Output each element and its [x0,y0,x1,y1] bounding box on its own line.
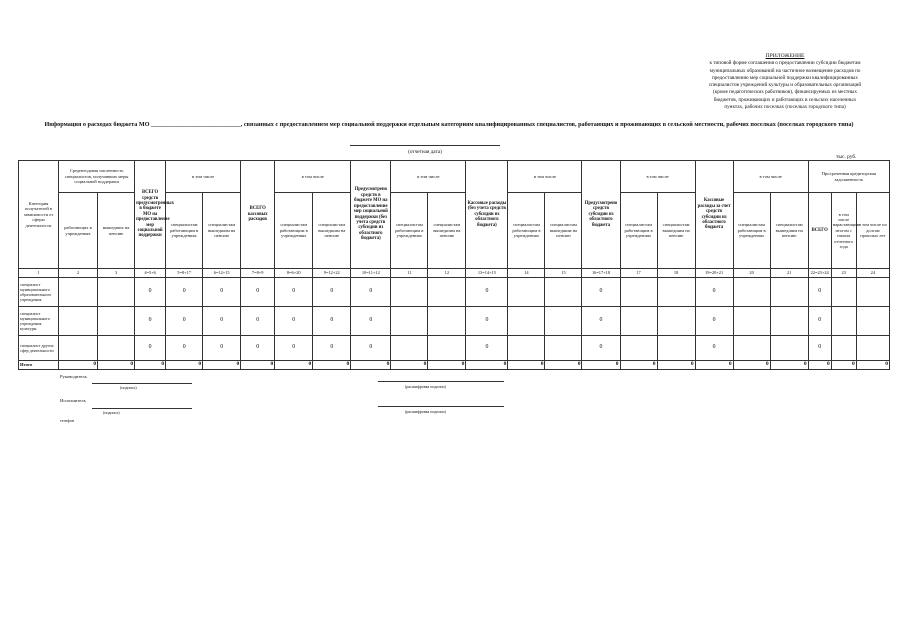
appendix-line: к типовой форме соглашения о предоставлении субсидии бюджетам [709,60,861,67]
table-cell[interactable] [770,278,808,307]
table-cell[interactable]: 0 [351,278,391,307]
table-cell[interactable] [733,278,770,307]
table-cell[interactable]: 0 [582,307,620,336]
header-spec-retired: специалистам вышедшим на пенсию [428,193,466,269]
table-cell[interactable]: 0 [166,336,203,361]
table-cell[interactable]: 0 [695,336,733,361]
column-number: 7=8+9 [241,269,275,278]
header-in-number: в том числе [733,161,808,193]
column-number: 2 [59,269,98,278]
column-number: 6=12+15 [203,269,241,278]
table-cell[interactable] [545,307,582,336]
table-cell[interactable] [831,336,856,361]
table-cell[interactable]: 0 [275,278,313,307]
table-cell[interactable] [59,307,98,336]
table-cell[interactable]: 0 [808,307,831,336]
table-cell[interactable]: 0 [203,336,241,361]
head-decoding-line[interactable] [378,381,504,382]
table-cell[interactable]: 0 [582,336,620,361]
table-cell[interactable]: 0 [166,307,203,336]
header-spec-retired: специалистам вышедшим на пенсию [203,193,241,269]
total-cell: 0 [657,361,695,370]
table-cell[interactable]: 0 [695,307,733,336]
table-cell[interactable] [428,336,466,361]
table-cell[interactable] [733,336,770,361]
total-cell: 0 [351,361,391,370]
table-cell[interactable]: 0 [241,307,275,336]
total-cell: 0 [733,361,770,370]
column-number: 10=11+12 [351,269,391,278]
appendix-line: муниципальных образований на частичное возмещение расходов по [709,67,861,74]
appendix-line: пунктах, рабочих поселках (поселках городского типа) [724,104,846,111]
total-cell: 0 [508,361,545,370]
table-cell[interactable] [620,336,657,361]
head-signature-line[interactable] [92,383,192,384]
period-line [350,145,500,146]
header-category: Категория получателей в зависимости от сферы деятельности [19,161,59,269]
table-cell[interactable]: 0 [203,278,241,307]
table-cell[interactable] [831,307,856,336]
total-cell: 0 [695,361,733,370]
header-spec-retired: специалистам вышедшим на пенсию [313,193,351,269]
table-cell[interactable] [98,307,135,336]
head-decoding-caption: (расшифровка подписи) [405,384,446,389]
table-cell[interactable] [98,336,135,361]
head-label: Руководитель [60,374,87,379]
column-number: 21 [770,269,808,278]
table-cell[interactable]: 0 [466,336,508,361]
table-cell[interactable] [856,278,889,307]
total-cell: 0 [391,361,428,370]
table-row [19,307,890,336]
header-payable: Просроченная кредиторская задолженность [808,161,889,193]
table-cell[interactable]: 0 [808,278,831,307]
table-cell[interactable] [733,307,770,336]
table-cell[interactable] [657,336,695,361]
header-working: работающих в учреждениях [59,193,98,269]
table-cell[interactable]: 0 [582,278,620,307]
table-cell[interactable] [391,278,428,307]
table-cell[interactable]: 0 [695,278,733,307]
column-number: 17 [620,269,657,278]
total-cell: 0 [59,361,98,370]
total-cell: 0 [166,361,203,370]
table-cell[interactable] [391,307,428,336]
table-cell[interactable] [620,307,657,336]
appendix-line: предоставлению мер социальной поддержки квалифицированных [712,74,858,81]
column-number: 16=17+18 [582,269,620,278]
header-spec-retired: специалистам вышедшим на пенсию [545,193,582,269]
column-number: 18 [657,269,695,278]
header-in-number: в том числе [620,161,695,193]
report-table [18,160,890,370]
table-cell[interactable] [856,336,889,361]
header-in-number: в том числе [275,161,351,193]
column-number: 23 [831,269,856,278]
table-cell[interactable]: 0 [275,336,313,361]
total-cell: 0 [241,361,275,370]
column-number: 9=12+22 [313,269,351,278]
column-number: 15 [545,269,582,278]
table-cell[interactable]: 0 [166,278,203,307]
table-row [19,278,890,307]
executor-decoding-line[interactable] [378,406,504,407]
total-cell: 0 [466,361,508,370]
total-cell: 0 [275,361,313,370]
total-cell: 0 [582,361,620,370]
column-number: 19=20+21 [695,269,733,278]
executor-decoding-caption: (расшифровка подписи) [405,409,446,414]
total-cell: 0 [770,361,808,370]
executor-signature-line[interactable] [92,408,192,409]
header-spec-working: специалистам работающим в учреждениях [275,193,313,269]
table-cell[interactable] [428,307,466,336]
column-number: 5=8+17 [166,269,203,278]
appendix-line: бюджетов, проживающих и работающих в сельских населенных [713,96,857,103]
total-cell: 0 [856,361,889,370]
header-retired: вышедших на пенсию [98,193,135,269]
table-cell[interactable] [831,278,856,307]
total-cell: 0 [203,361,241,370]
header-in-number: в том числе [508,161,582,193]
table-cell[interactable] [657,307,695,336]
report-title: Информация о расходах бюджета МО _____________________________, связанных с предоставлением мер социальной поддержки отдельным категориям квалифицированных специалистов, работающих и проживающих в сельской местности, рабочих поселках (поселках городского типа) [44,121,854,128]
total-cell: 0 [831,361,856,370]
header-planned-without-subsidy: Предусмотрено средств в бюджете МО на предоставление мер социальной поддержки (без учета средств субсидии из областного бюджета) [351,161,391,269]
table-cell[interactable]: 0 [203,307,241,336]
header-spec-retired: специалистам вышедшим на пенсию [657,193,695,269]
table-cell[interactable] [657,278,695,307]
header-spec-working: специалистам работающим в учреждениях [620,193,657,269]
header-avg-count: Среднегодовая численность специалистов, получивших меры социальной поддержки [59,161,135,193]
total-cell: 0 [545,361,582,370]
executor-signature-caption: (подпись) [103,410,120,415]
column-number: 22=23+24 [808,269,831,278]
table-cell[interactable] [428,278,466,307]
appendix-line: специалистов учреждений культуры и образовательных организаций [708,82,862,89]
table-cell[interactable]: 0 [241,278,275,307]
header-cash-subsidy: Кассовые расходы за счет средств субсидии из областного бюджета [695,161,733,269]
table-cell[interactable] [620,278,657,307]
column-number: 12 [428,269,466,278]
column-number: 14 [508,269,545,278]
header-spec-working: специалистам работающим в учреждениях [391,193,428,269]
total-cell: 0 [428,361,466,370]
header-planned-subsidy: Предусмотрено средств субсидии из областного бюджета [582,161,620,269]
table-row [19,336,890,361]
header-total: ВСЕГО [808,193,831,269]
header-spec-working: специалистам работающим в учреждениях [508,193,545,269]
column-number: 4=5+6 [135,269,166,278]
table-cell[interactable] [508,307,545,336]
column-number: 13=14+15 [466,269,508,278]
unit-label: тыс. руб. [836,154,857,160]
table-cell[interactable]: 0 [135,278,166,307]
column-number: 3 [98,269,135,278]
header-in-number: в том числе [391,161,466,193]
total-cell: 0 [135,361,166,370]
column-number: 8=6+20 [275,269,313,278]
column-number: 20 [733,269,770,278]
header-incl-prior: в том числе по долгам прошлых лет [856,193,889,269]
table-cell[interactable]: 0 [313,307,351,336]
total-cell: 0 [620,361,657,370]
table-cell[interactable] [508,278,545,307]
table-cell[interactable]: 0 [275,307,313,336]
table-cell[interactable]: 0 [808,336,831,361]
header-spec-working: специалистам работающим в учреждениях [166,193,203,269]
total-label: Итого [19,361,59,370]
period-caption: (отчетная дата) [408,149,442,155]
appendix-block [690,53,880,111]
table-cell[interactable]: 0 [466,307,508,336]
appendix-title: ПРИЛОЖЕНИЕ [765,53,805,59]
column-number: 1 [19,269,59,278]
header-spec-retired: специалистам вышедшим на пенсию [770,193,808,269]
total-cell: 0 [98,361,135,370]
table-cell[interactable]: 0 [351,336,391,361]
appendix-line: (кроме педагогических работников), финансируемых из местных [712,89,858,96]
table-cell[interactable]: 0 [135,336,166,361]
row-label: специалист других сфер деятельности [19,336,59,361]
table-cell[interactable] [770,307,808,336]
total-cell: 0 [313,361,351,370]
row-label: специалист муниципального образовательного учреждения [19,278,59,307]
table-cell[interactable] [98,278,135,307]
row-label: специалист муниципального учреждения культуры [19,307,59,336]
total-row [19,361,890,370]
table-cell[interactable] [59,278,98,307]
phone-label: телефон [60,418,75,423]
header-in-number: в том числе [166,161,241,193]
table-cell[interactable]: 0 [466,278,508,307]
total-cell: 0 [808,361,831,370]
table-cell[interactable] [508,336,545,361]
column-number-row [19,269,890,278]
head-signature-caption: (подпись) [120,385,137,390]
table-cell[interactable]: 0 [135,307,166,336]
table-cell[interactable] [59,336,98,361]
table-cell[interactable] [770,336,808,361]
executor-label: Исполнитель [60,398,86,403]
header-total-planned: ВСЕГО средств предусмотренных в бюджете МО на предоставление мер социальной поддержки [135,161,166,269]
column-number: 11 [391,269,428,278]
table-cell[interactable] [391,336,428,361]
header-cash-without-subsidy: Кассовые расходы (без учета средств субсидии из областного бюджета) [466,161,508,269]
table-cell[interactable] [545,278,582,307]
table-cell[interactable] [545,336,582,361]
table-cell[interactable]: 0 [313,336,351,361]
table-cell[interactable] [856,307,889,336]
header-incl-current: в том числе нарастающим итогом с начала отчетного года [831,193,856,269]
column-number: 24 [856,269,889,278]
table-cell[interactable]: 0 [351,307,391,336]
table-cell[interactable]: 0 [313,278,351,307]
header-total-cash: ВСЕГО кассовых расходов [241,161,275,269]
table-cell[interactable]: 0 [241,336,275,361]
header-spec-working: специалистам работающим в учреждениях [733,193,770,269]
